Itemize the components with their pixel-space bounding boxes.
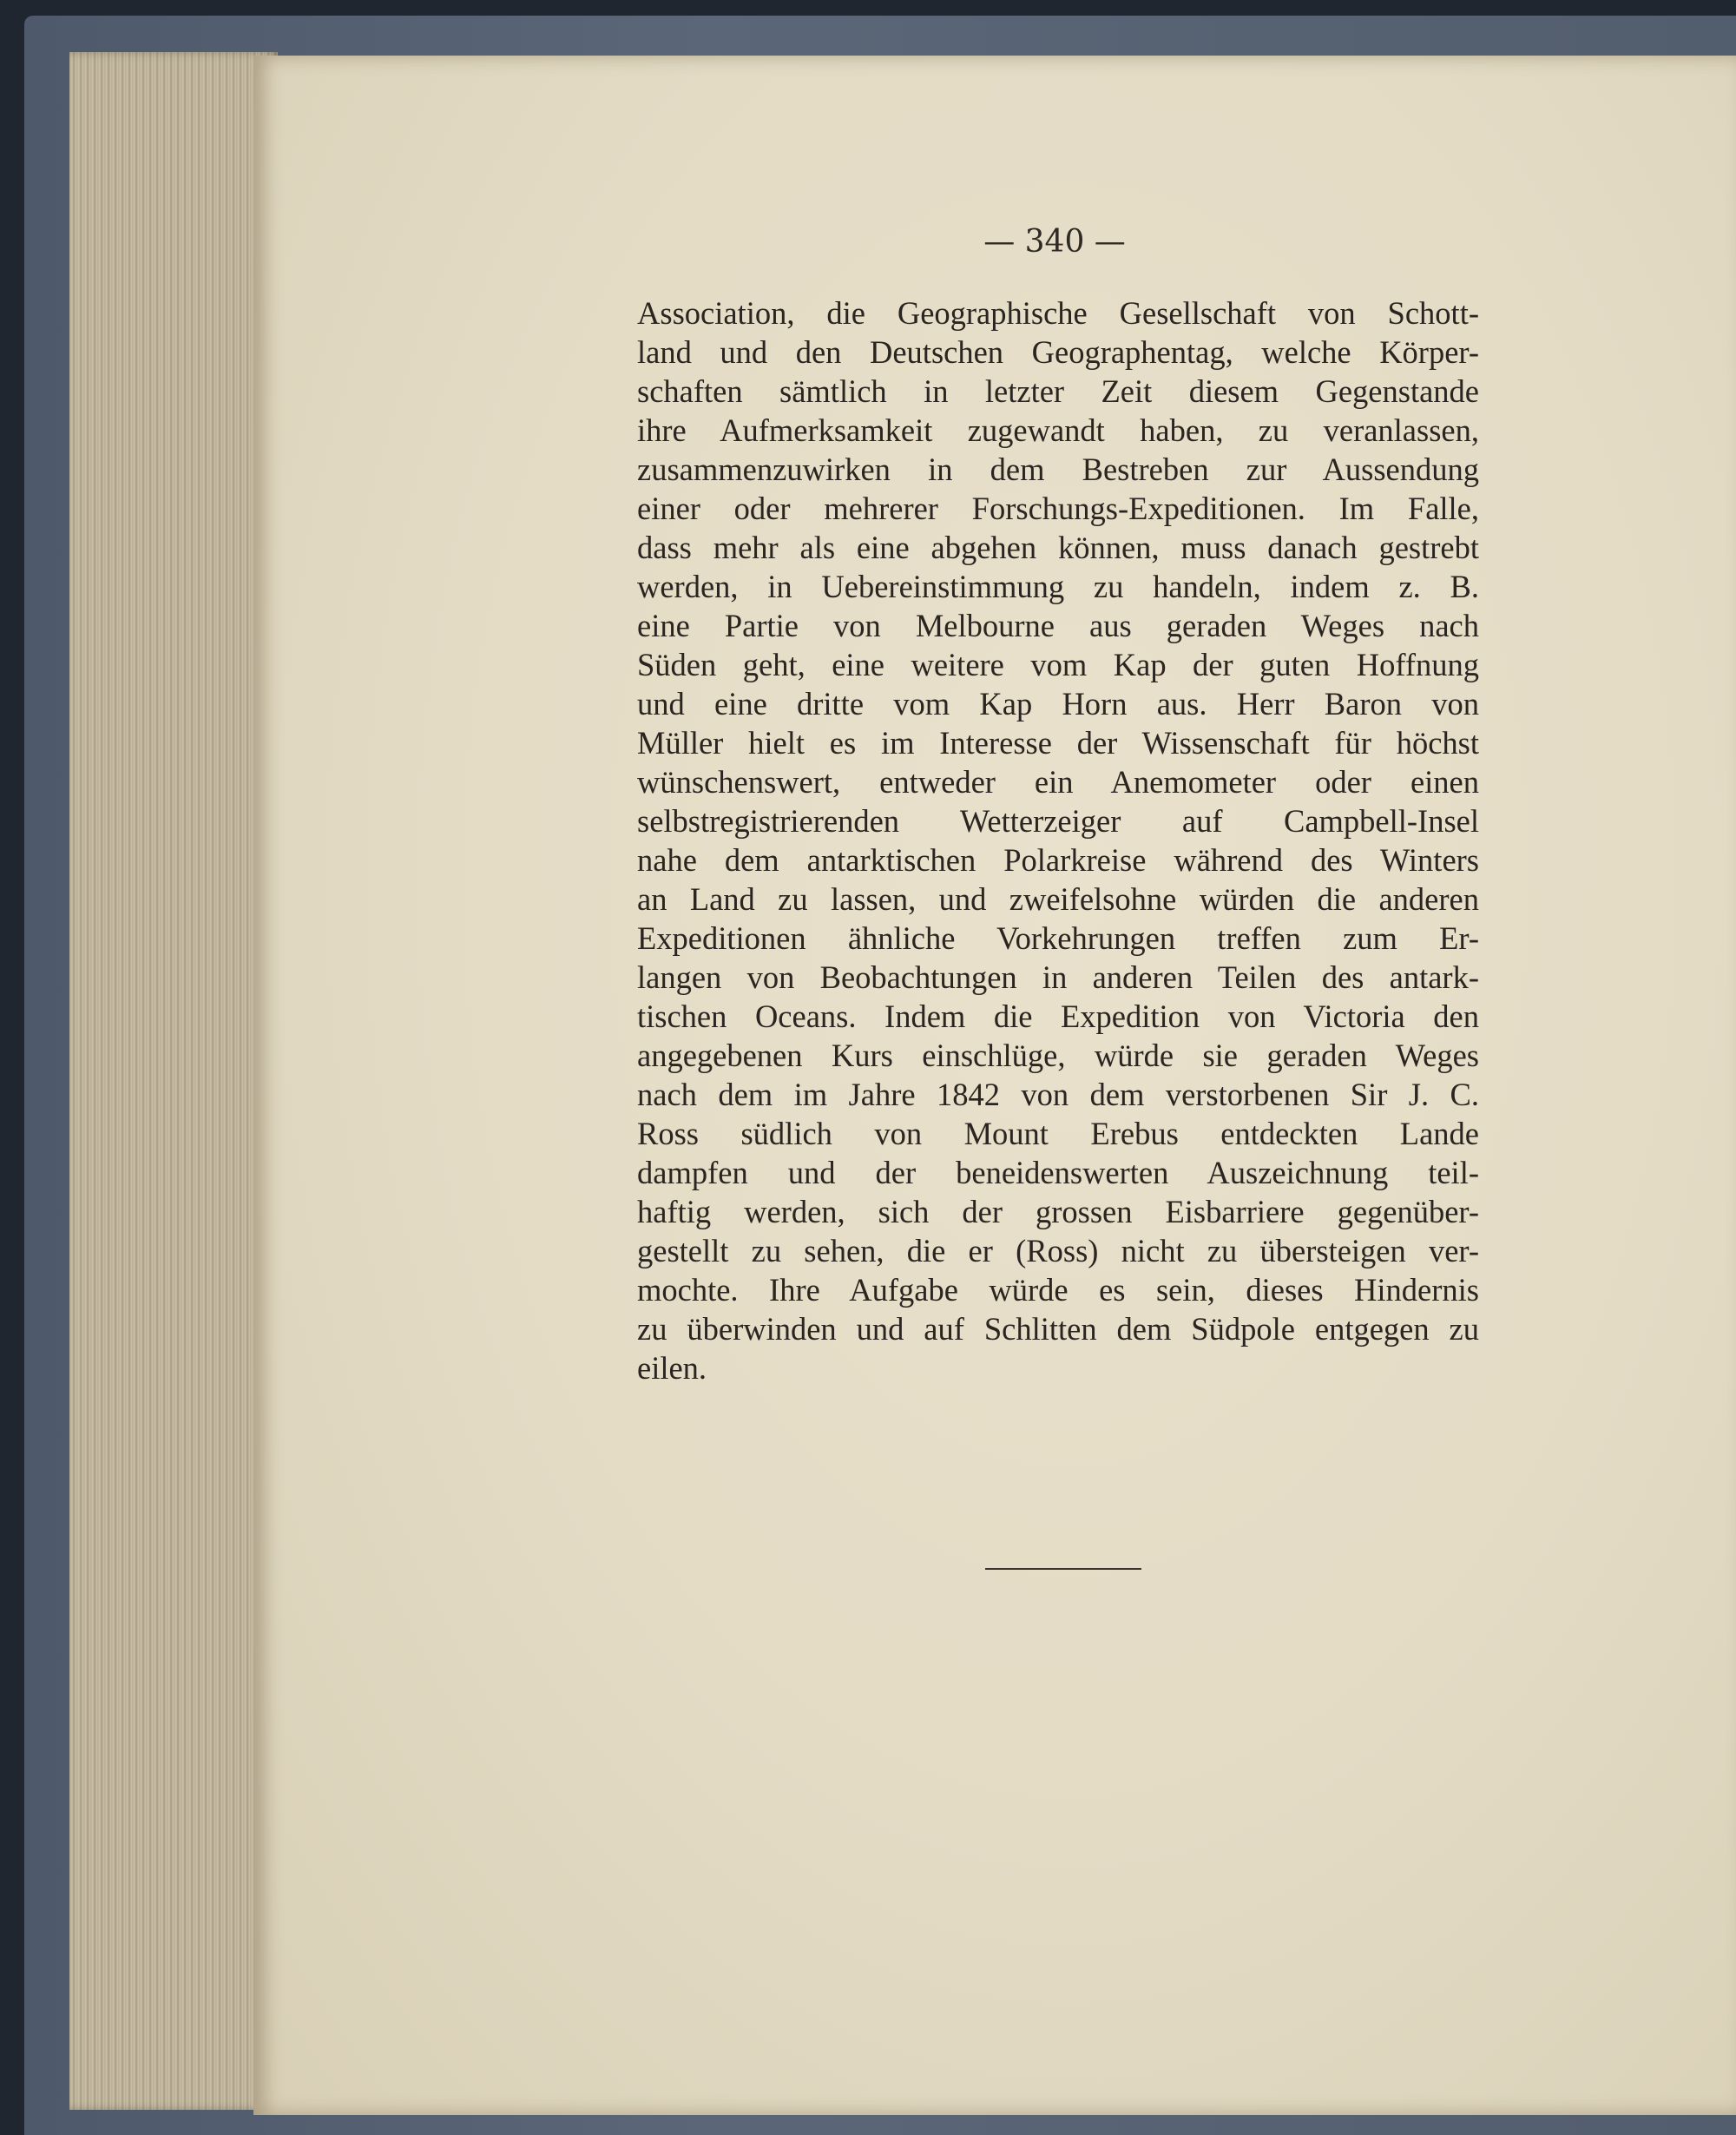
text-line: Ross südlich von Mount Erebus entdeckten Lande xyxy=(637,1116,1479,1151)
text-line: ihre Aufmerksamkeit zugewandt haben, zu veranlassen, xyxy=(637,412,1479,448)
text-line: selbstregistrierenden Wetterzeiger auf Campbell-Insel xyxy=(637,803,1479,839)
text-line: mochte. Ihre Aufgabe würde es sein, dieses Hindernis xyxy=(637,1272,1479,1308)
text-line: nahe dem antarktischen Polarkreise während des Winters xyxy=(637,842,1479,878)
text-line: Association, die Geographische Gesellschaft von Schott- xyxy=(637,295,1479,331)
text-line: nach dem im Jahre 1842 von dem verstorbenen Sir J. C. xyxy=(637,1077,1479,1112)
text-line: eine Partie von Melbourne aus geraden Weges nach xyxy=(637,608,1479,643)
text-line: wünschenswert, entweder ein Anemometer oder einen xyxy=(637,764,1479,800)
text-line: dampfen und der beneidenswerten Auszeichnung teil- xyxy=(637,1155,1479,1190)
text-line: Süden geht, eine weitere vom Kap der guten Hoffnung xyxy=(637,647,1479,682)
text-line: tischen Oceans. Indem die Expedition von Victoria den xyxy=(637,998,1479,1034)
section-divider xyxy=(985,1568,1141,1570)
text-line: haftig werden, sich der grossen Eisbarriere gegenüber- xyxy=(637,1194,1479,1229)
text-line: zu überwinden und auf Schlitten dem Südpole entgegen zu xyxy=(637,1311,1479,1347)
page-number: — 340 — xyxy=(983,224,1126,260)
text-line: an Land zu lassen, und zweifelsohne würden die anderen xyxy=(637,881,1479,917)
text-line: eilen. xyxy=(637,1350,707,1386)
text-line: dass mehr als eine abgehen können, muss danach gestrebt xyxy=(637,530,1479,565)
text-line: angegebenen Kurs einschlüge, würde sie geraden Weges xyxy=(637,1038,1479,1073)
text-line: Expeditionen ähnliche Vorkehrungen treffen zum Er- xyxy=(637,920,1479,956)
text-line: einer oder mehrerer Forschungs-Expeditionen. Im Falle, xyxy=(637,491,1479,526)
text-line: schaften sämtlich in letzter Zeit diesem Gegenstande xyxy=(637,373,1479,409)
text-line: werden, in Uebereinstimmung zu handeln, indem z. B. xyxy=(637,569,1479,604)
page-edges xyxy=(69,52,278,2110)
text-line: gestellt zu sehen, die er (Ross) nicht zu übersteigen ver- xyxy=(637,1233,1479,1268)
text-line: land und den Deutschen Geographentag, welche Körper- xyxy=(637,334,1479,370)
body-text xyxy=(637,293,1479,1387)
text-line: Müller hielt es im Interesse der Wissenschaft für höchst xyxy=(637,725,1479,761)
text-line: und eine dritte vom Kap Horn aus. Herr Baron von xyxy=(637,686,1479,722)
text-line: zusammenzuwirken in dem Bestreben zur Aussendung xyxy=(637,451,1479,487)
text-line: langen von Beobachtungen in anderen Teilen des antark- xyxy=(637,959,1479,995)
